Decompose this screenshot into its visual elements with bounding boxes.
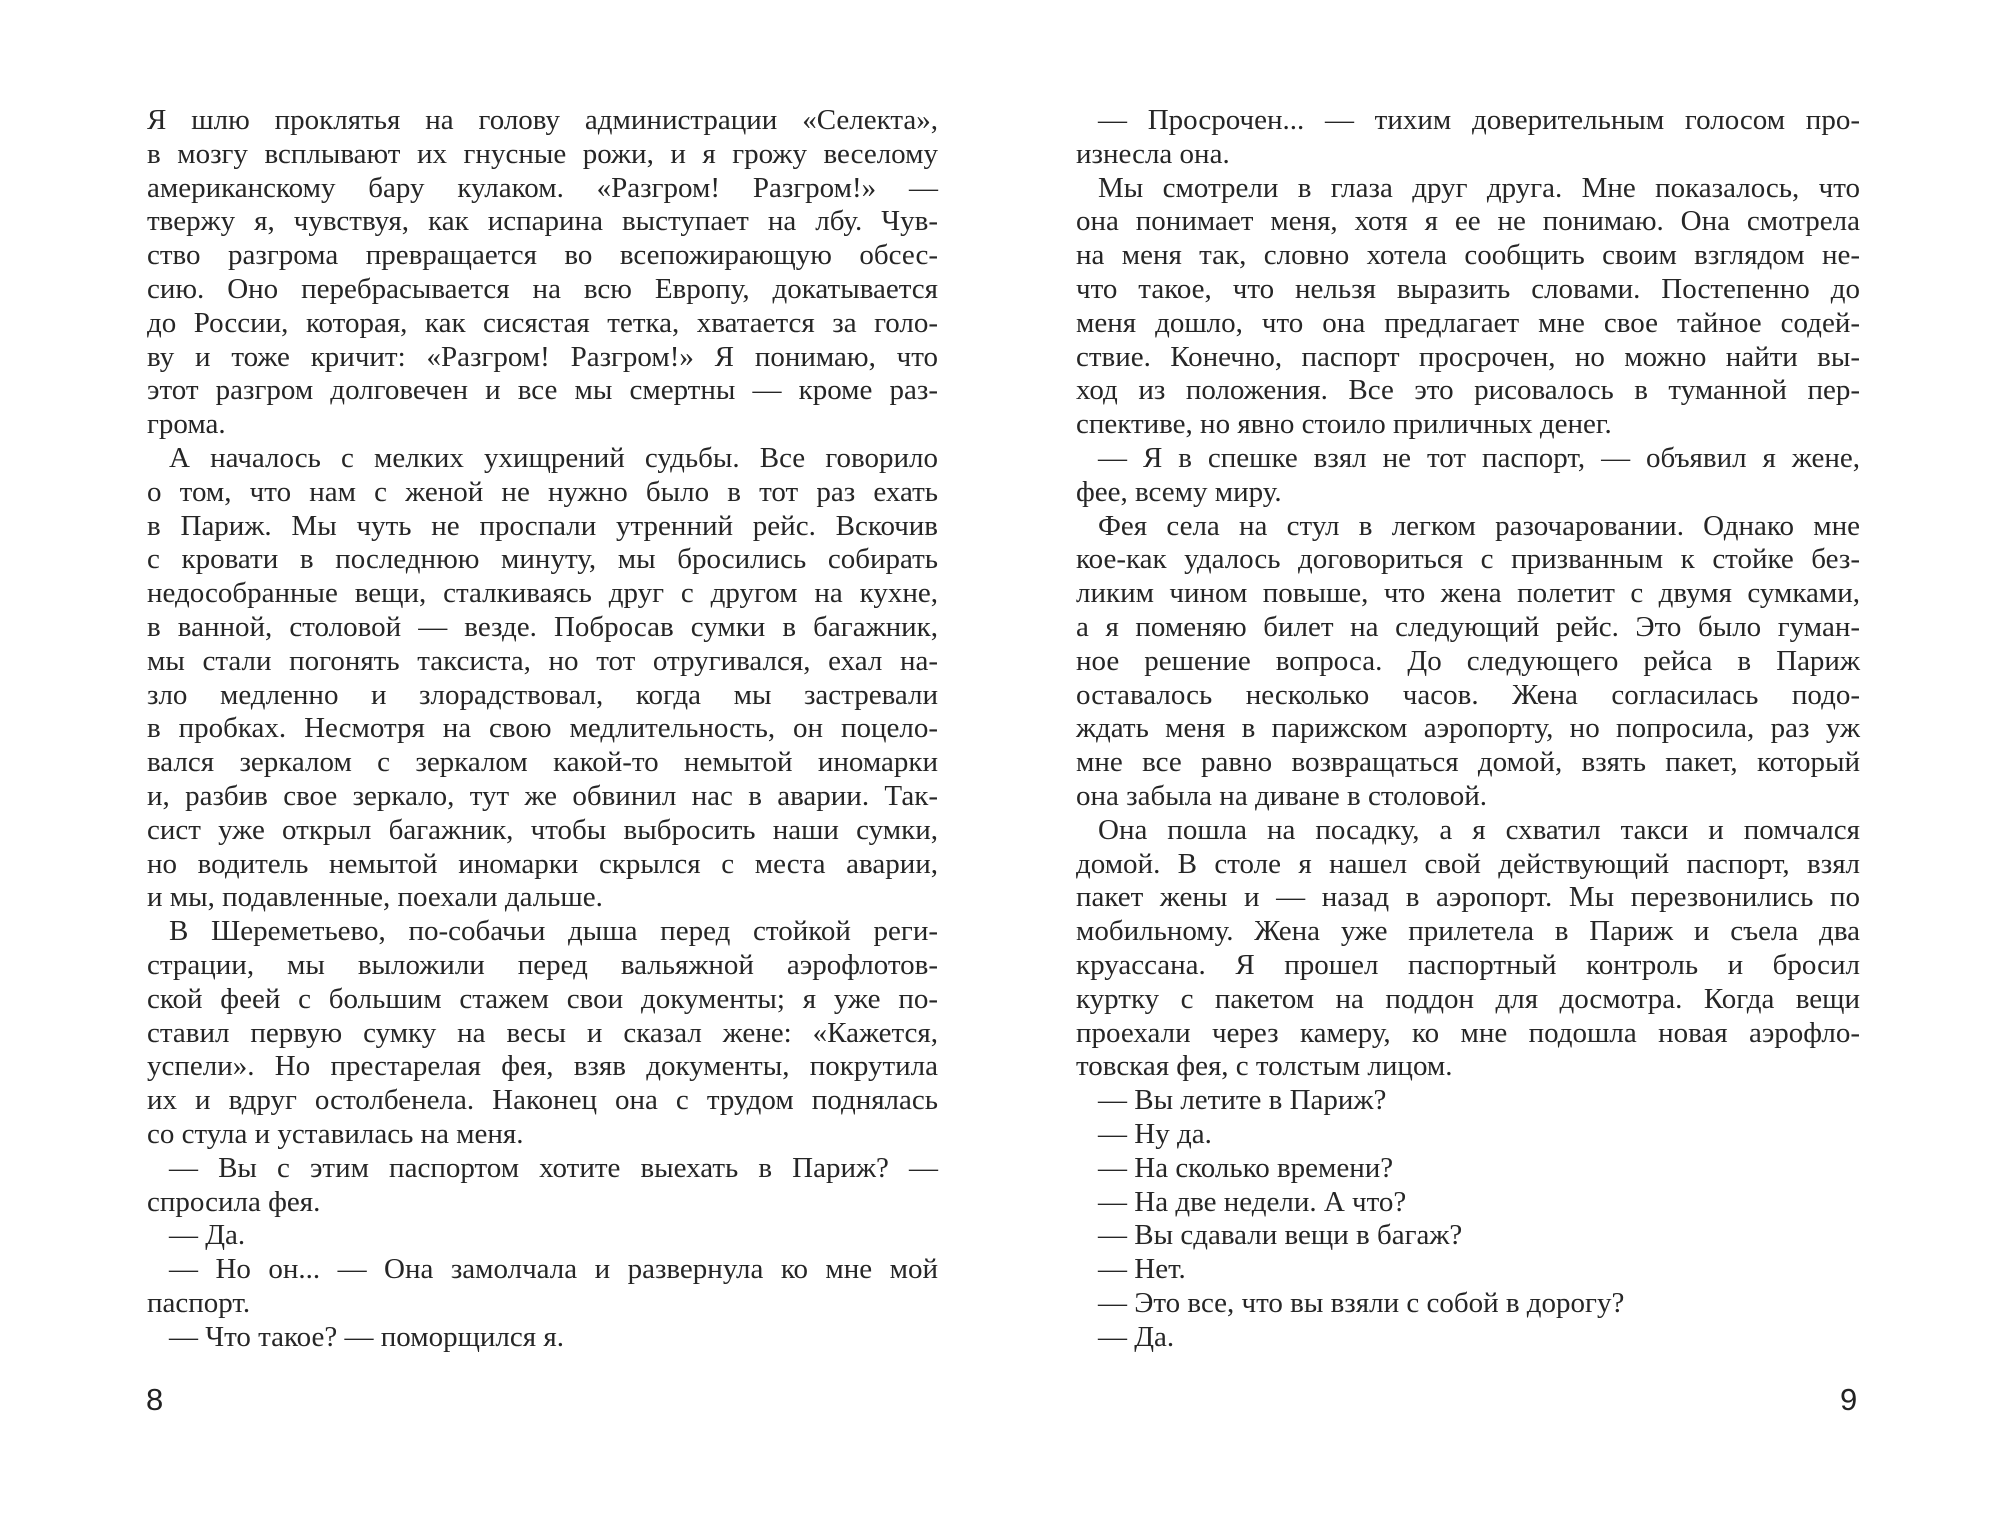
text-line: в ванной, столовой — везде. Побросав сумки в багажник, xyxy=(147,610,938,643)
text-line: В Шереметьево, по-собачьи дыша перед стойкой реги- xyxy=(169,915,938,948)
text-line: ствие. Конечно, паспорт просрочен, но можно найти вы- xyxy=(1076,340,1860,373)
paragraph xyxy=(1076,172,1860,442)
paragraph xyxy=(1076,1253,1860,1287)
text-line: ход из положения. Все это рисовалось в туманной пер- xyxy=(1076,374,1860,407)
text-line: этот разгром долговечен и все мы смертны — кроме раз- xyxy=(147,374,938,407)
text-line: — Это все, что вы взяли с собой в дорогу? xyxy=(1098,1286,1625,1319)
paragraph xyxy=(1076,1084,1860,1118)
text-line: — Нет. xyxy=(1098,1253,1186,1286)
text-line: их и вдруг остолбенела. Наконец она с трудом поднялась xyxy=(147,1084,938,1117)
text-line: Она пошла на посадку, а я схватил такси и помчался xyxy=(1098,813,1860,846)
paragraph xyxy=(147,442,938,915)
text-line: на меня так, словно хотела сообщить своим взглядом не- xyxy=(1076,239,1860,272)
text-line: американскому бару кулаком. «Разгром! Разгром!» — xyxy=(147,171,938,204)
text-line: мне все равно возвращаться домой, взять пакет, который xyxy=(1076,746,1860,779)
text-line: проехали через камеру, ко мне подошла новая аэрофло- xyxy=(1076,1016,1860,1049)
text-line: в пробках. Несмотря на свою медлительность, он поцело- xyxy=(147,712,938,745)
text-line: — Ну да. xyxy=(1098,1117,1212,1150)
text-line: паспорт. xyxy=(147,1286,251,1319)
text-line: меня дошло, что она предлагает мне свое тайное содей- xyxy=(1076,306,1860,339)
text-line: куртку с пакетом на поддон для досмотра. Когда вещи xyxy=(1076,982,1860,1015)
paragraph xyxy=(147,915,938,1152)
paragraph xyxy=(1076,104,1860,172)
text-line: — Вы сдавали вещи в багаж? xyxy=(1098,1219,1463,1252)
text-line: оставалось несколько часов. Жена согласилась подо- xyxy=(1076,678,1860,711)
paragraph xyxy=(147,1219,938,1253)
text-line: мы стали погонять таксиста, но тот отругивался, ехал на- xyxy=(147,644,938,677)
text-line: а я поменяю билет на следующий рейс. Это было гуман- xyxy=(1076,610,1860,643)
text-line: что такое, что нельзя выразить словами. Постепенно до xyxy=(1076,272,1860,305)
paragraph xyxy=(147,104,938,442)
text-line: до России, которая, как сисястая тетка, хватается за голо- xyxy=(147,306,938,339)
text-line: но водитель немытой иномарки скрылся с места аварии, xyxy=(147,847,938,880)
text-line: страции, мы выложили перед вальяжной аэрофлотов- xyxy=(147,948,938,981)
paragraph xyxy=(1076,442,1860,510)
text-line: домой. В столе я нашел свой действующий паспорт, взял xyxy=(1076,847,1860,880)
text-line: Я шлю проклятья на голову администрации «Селекта», xyxy=(147,104,938,136)
right-page-text xyxy=(1076,104,1860,1354)
text-line: и мы, подавленные, поехали дальше. xyxy=(147,881,603,914)
paragraph xyxy=(1076,1186,1860,1220)
text-line: — Вы с этим паспортом хотите выехать в Париж? — xyxy=(169,1151,938,1184)
text-line: недособранные вещи, сталкиваясь друг с другом на кухне, xyxy=(147,577,938,610)
page-number-left: 8 xyxy=(146,1382,164,1417)
text-line: — Да. xyxy=(1098,1320,1175,1353)
text-line: сию. Оно перебрасывается на всю Европу, докатывается xyxy=(147,272,938,305)
text-line: — На сколько времени? xyxy=(1098,1151,1394,1184)
text-line: ву и тоже кричит: «Разгром! Разгром!» Я понимаю, что xyxy=(147,340,938,373)
paragraph xyxy=(1076,510,1860,814)
paragraph xyxy=(1076,1152,1860,1186)
paragraph xyxy=(1076,814,1860,1084)
text-line: А началось с мелких ухищрений судьбы. Все говорило xyxy=(169,441,938,474)
text-line: ное решение вопроса. До следующего рейса в Париж xyxy=(1076,644,1860,677)
text-line: кое-как удалось договориться с призванным к стойке без- xyxy=(1076,543,1860,576)
text-line: с кровати в последнюю минуту, мы бросились собирать xyxy=(147,543,938,576)
text-line: успели». Но престарелая фея, взяв документы, покрутила xyxy=(147,1050,938,1083)
text-line: и, разбив свое зеркало, тут же обвинил нас в аварии. Так- xyxy=(147,779,938,812)
text-line: о том, что нам с женой не нужно было в тот раз ехать xyxy=(147,475,938,508)
text-line: ставил первую сумку на весы и сказал жене: «Кажется, xyxy=(147,1016,938,1049)
text-line: — Я в спешке взял не тот паспорт, — объявил я жене, xyxy=(1098,441,1860,474)
text-line: Мы смотрели в глаза друг друга. Мне показалось, что xyxy=(1098,171,1860,204)
text-line: — Вы летите в Париж? xyxy=(1098,1084,1387,1117)
text-line: Фея села на стул в легком разочаровании. Однако мне xyxy=(1098,509,1860,542)
text-line: — Просрочен... — тихим доверительным голосом про- xyxy=(1098,104,1860,136)
text-line: зло медленно и злорадствовал, когда мы застревали xyxy=(147,678,938,711)
paragraph xyxy=(1076,1118,1860,1152)
text-line: ской феей с большим стажем свои документы; я уже по- xyxy=(147,982,938,1015)
paragraph xyxy=(1076,1321,1860,1355)
text-line: она понимает меня, хотя я ее не понимаю. Она смотрела xyxy=(1076,205,1860,238)
text-line: в Париж. Мы чуть не проспали утренний рейс. Вскочив xyxy=(147,509,938,542)
text-line: — На две недели. А что? xyxy=(1098,1185,1407,1218)
left-page-text xyxy=(147,104,938,1354)
text-line: ждать меня в парижском аэропорту, но попросила, раз уж xyxy=(1076,712,1860,745)
text-line: со стула и уставилась на меня. xyxy=(147,1117,524,1150)
text-line: ство разгрома превращается во всепожирающую обсес- xyxy=(147,239,938,272)
paragraph xyxy=(1076,1287,1860,1321)
text-line: товская фея, с толстым лицом. xyxy=(1076,1050,1453,1083)
text-line: спективе, но явно стоило приличных денег. xyxy=(1076,408,1612,441)
paragraph xyxy=(147,1253,938,1321)
page-number-right: 9 xyxy=(1840,1382,1858,1417)
text-line: — Но он... — Она замолчала и развернула ко мне мой xyxy=(169,1253,938,1286)
text-line: твержу я, чувствуя, как испарина выступает на лбу. Чув- xyxy=(147,205,938,238)
text-line: в мозгу всплывают их гнусные рожи, и я грожу веселому xyxy=(147,137,938,170)
paragraph xyxy=(147,1321,938,1355)
paragraph xyxy=(147,1152,938,1220)
text-line: круассана. Я прошел паспортный контроль и бросил xyxy=(1076,948,1860,981)
text-line: изнесла она. xyxy=(1076,137,1230,170)
text-line: мобильному. Жена уже прилетела в Париж и съела два xyxy=(1076,915,1860,948)
text-line: она забыла на диване в столовой. xyxy=(1076,779,1487,812)
text-line: спросила фея. xyxy=(147,1185,321,1218)
text-line: — Что такое? — поморщился я. xyxy=(169,1320,564,1353)
text-line: грома. xyxy=(147,408,226,441)
text-line: — Да. xyxy=(169,1219,246,1252)
text-line: ликим чином повыше, что жена полетит с двумя сумками, xyxy=(1076,577,1860,610)
text-line: сист уже открыл багажник, чтобы выбросить наши сумки, xyxy=(147,813,938,846)
text-line: фее, всему миру. xyxy=(1076,475,1282,508)
text-line: пакет жены и — назад в аэропорт. Мы перезвонились по xyxy=(1076,881,1860,914)
paragraph xyxy=(1076,1219,1860,1253)
text-line: вался зеркалом с зеркалом какой-то немытой иномарки xyxy=(147,746,938,779)
